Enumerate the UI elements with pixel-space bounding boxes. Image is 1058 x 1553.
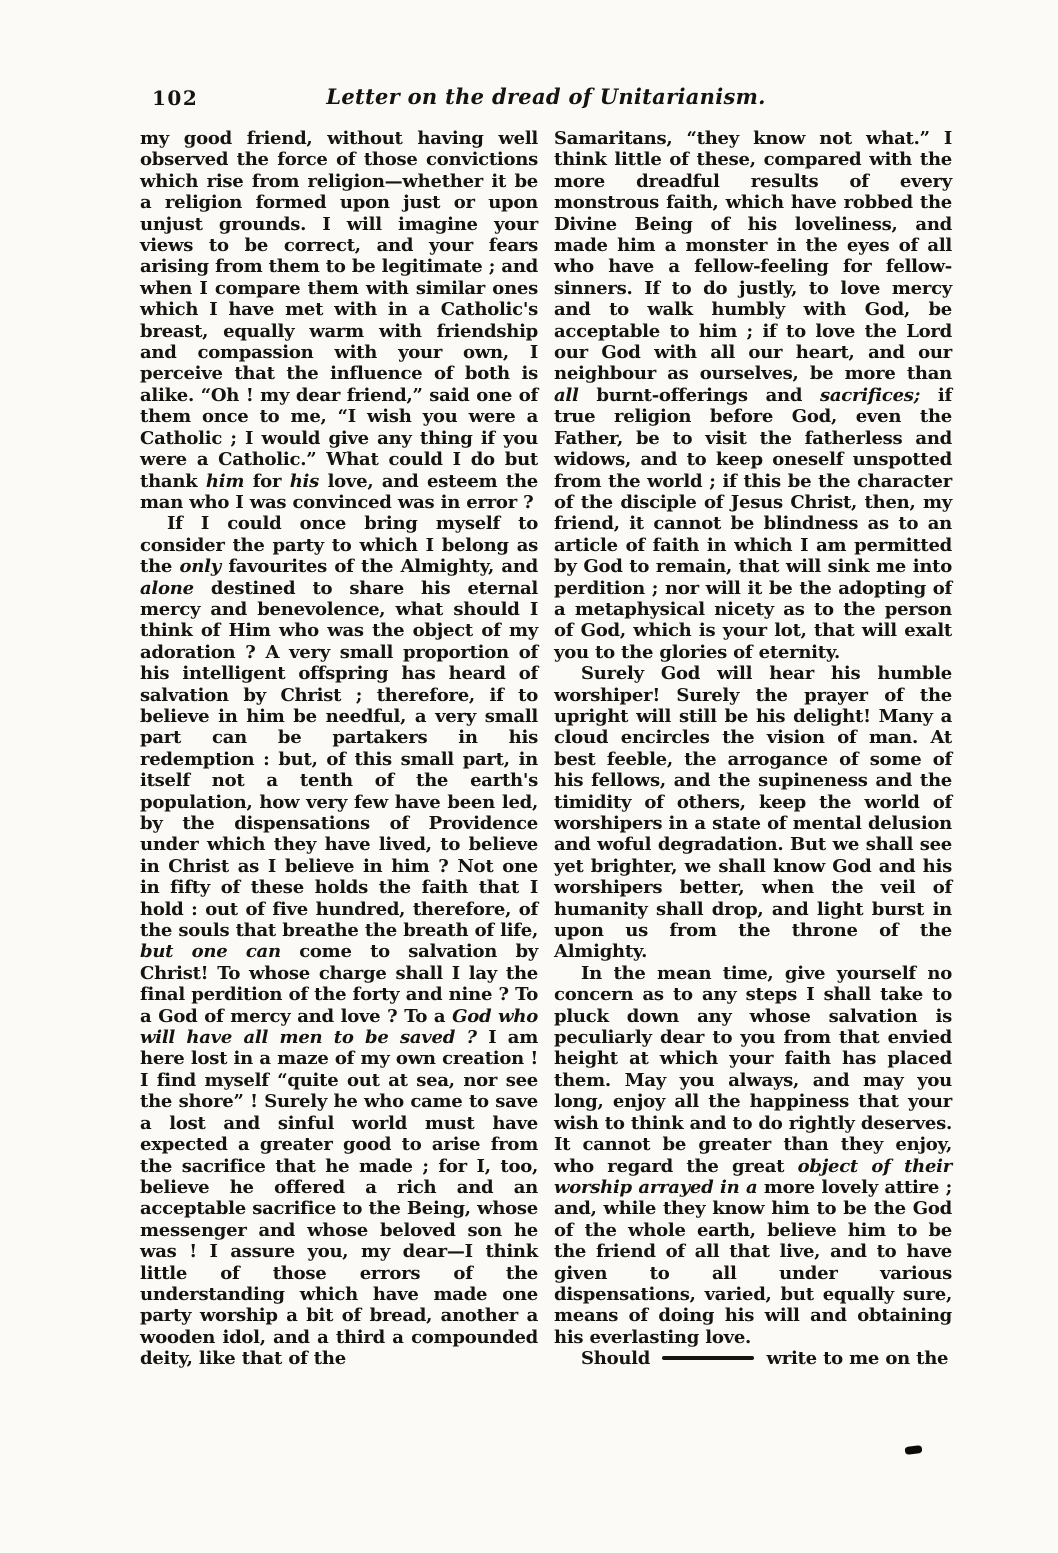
paragraph [554,128,952,663]
body-text: more lovely attire ; and, while they know him to be the God of the whole earth, believe him to be the friend of all that live, and to have given to all under various dispensations, varied, but equally sure, means of doing his will and obtaining his everlasting love. [554,1176,952,1348]
body-text: if true religion before God, even the Father, be to visit the fatherless and widows, and to keep oneself unspotted from the world ; if this be the character of the disciple of Jesus Christ, then, my friend, it cannot be blindness as to an article of faith in which I am permitted by God to remain, that will sink me into perdition ; nor will it be the adopting of a metaphysical nicety as to the person of God, which is your lot, that will exalt you to the glories of eternity. [554,384,952,663]
page-number: 102 [152,86,199,110]
paragraph [554,663,952,963]
italic-text: but one can [140,941,281,963]
paragraph [140,513,538,1369]
body-text: destined to share his eternal mercy and benevolence, what should I think of Him who was the object of my adoration ? A very small proportion of his intelligent offspring has heard of salvation by Christ ; therefore, if to believe in him be needful, a very small part can be partakers in his redemption : but, of this small part, in itself not a tenth of the earth's population, how very few have been led, by the dispensations of Providence under which they have lived, to believe in Christ as I believe in him ? Not one in fifty of these holds the faith that I hold : out of five hundred, therefore, of the souls that breathe the breath of life, [140,577,538,942]
paragraph [140,128,538,513]
body-text: for [244,470,290,492]
italic-text: only [179,556,221,578]
italic-text: God who will have all men to be saved ? [140,1005,538,1049]
body-text: burnt-offerings and [578,384,820,406]
body-text: Surely God will hear his humble worshiper! Surely the prayer of the upright will still be his delight! Many a cloud encircles the vision of man. At best feeble, the arrogance of some of his fellows, and the supineness and the timidity of others, keep the world of worshipers in a state of mental delusion and woful degradation. But we shall see yet brighter, we shall know God and his worshipers better, when the veil of humanity shall drop, and light burst in upon us from the throne of the Almighty. [554,663,952,963]
italic-text: alone [140,577,194,599]
body-text: love, and esteem the man who I was convinced was in error ? [140,470,538,513]
paragraph [554,963,952,1348]
right-column [554,128,952,1370]
body-text: I am here lost in a maze of my own creation ! I find myself “quite out at sea, nor see the shore” ! Surely he who came to save a lost and sinful world must have expected a greater good to arise from the sacrifice that he made ; for I, too, believe he offered a rich and an acceptable sacrifice to the Being, whose messenger and whose beloved son he was ! I assure you, my dear—I think little of those errors of the understanding which have made one party worship a bit of bread, another a wooden idol, and a third a compounded deity, like that of the [140,1027,539,1370]
running-head: Letter on the dread of Unitarianism. [326,84,766,109]
body-text: In the mean time, give yourself no concern as to any steps I shall take to pluck down any whose salvation is peculiarly dear to you from that envied height at which your faith has placed them. May you always, and may you long, enjoy all the happiness that your wish to think and to do rightly deserves. It cannot be greater than they enjoy, who regard the great [554,962,952,1177]
text-columns [140,128,952,1370]
italic-text: sacrifices; [819,384,921,406]
body-text: Should [581,1348,657,1370]
body-text: write to me on the [760,1348,949,1370]
italic-text: him [205,470,245,492]
paragraph [554,1348,952,1369]
italic-text: object of their worship arrayed in a [554,1155,952,1198]
body-text: come to salvation by Christ! To whose charge shall I lay the final perdition of the forty and nine ? To a God of mercy and love ? To a [140,941,538,1027]
body-text: my good friend, without having well observed the force of those convictions which rise from religion—whether it be a religion formed upon just or upon unjust grounds. I will imagine your views to be correct, and your fears arising from them to be legitimate ; and when I compare them with similar ones which I have met with in a Catholic's breast, equally warm with friendship and compassion with your own, I perceive that the influence of both is alike. “Oh ! my dear friend,” said one of them once to me, “I wish you were a Catholic ; I would give any thing if you were a Catholic.” What could I do but thank [140,128,538,492]
left-column [140,128,538,1370]
body-text: favourites of the Almighty, and [220,556,538,578]
italic-text: all [554,384,579,406]
italic-text: his [289,470,320,492]
printer-ink-smudge [905,1445,923,1455]
body-text: If I could once bring myself to consider the party to which I belong as the [140,513,538,578]
redacted-name-dash [662,1356,754,1360]
body-text: Samaritans, “they know not what.” I think little of these, compared with the more dreadful results of every monstrous faith, which have robbed the Divine Being of his loveliness, and made him a monster in the eyes of all who have a fellow-feeling for fellow-sinners. If to do justly, to love mercy and to walk humbly with God, be acceptable to him ; if to love the Lord our God with all our heart, and our neighbour as ourselves, be more than [554,128,952,385]
